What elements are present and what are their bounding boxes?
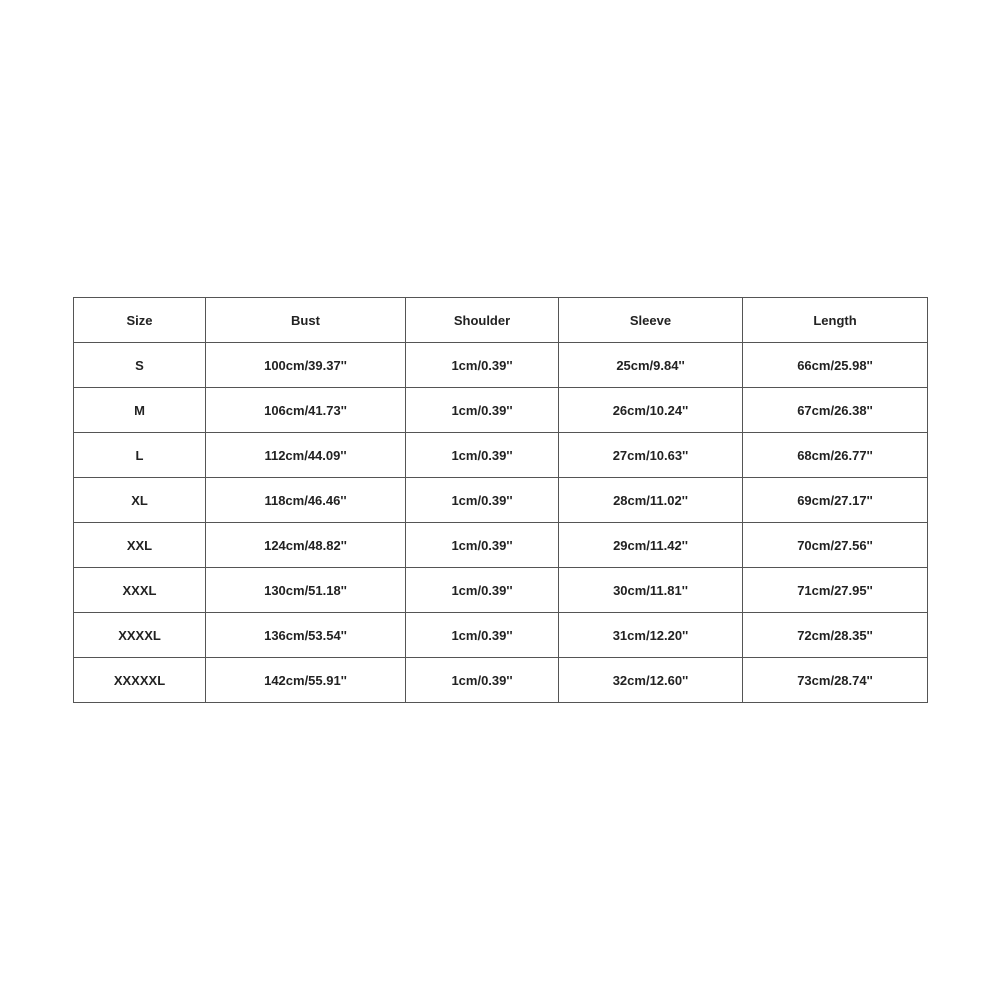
cell-shoulder: 1cm/0.39''	[406, 478, 559, 523]
cell-size: L	[74, 433, 206, 478]
table-row	[74, 568, 928, 613]
cell-length: 73cm/28.74''	[743, 658, 928, 703]
header-sleeve: Sleeve	[559, 298, 743, 343]
cell-bust: 112cm/44.09''	[206, 433, 406, 478]
table-row	[74, 388, 928, 433]
cell-bust: 124cm/48.82''	[206, 523, 406, 568]
cell-bust: 142cm/55.91''	[206, 658, 406, 703]
cell-sleeve: 29cm/11.42''	[559, 523, 743, 568]
header-shoulder: Shoulder	[406, 298, 559, 343]
cell-size: S	[74, 343, 206, 388]
cell-shoulder: 1cm/0.39''	[406, 658, 559, 703]
cell-bust: 118cm/46.46''	[206, 478, 406, 523]
cell-shoulder: 1cm/0.39''	[406, 568, 559, 613]
cell-length: 70cm/27.56''	[743, 523, 928, 568]
cell-size: M	[74, 388, 206, 433]
cell-shoulder: 1cm/0.39''	[406, 388, 559, 433]
cell-sleeve: 31cm/12.20''	[559, 613, 743, 658]
cell-bust: 100cm/39.37''	[206, 343, 406, 388]
cell-size: XXXXL	[74, 613, 206, 658]
cell-sleeve: 27cm/10.63''	[559, 433, 743, 478]
cell-shoulder: 1cm/0.39''	[406, 523, 559, 568]
cell-sleeve: 26cm/10.24''	[559, 388, 743, 433]
header-row	[74, 298, 928, 343]
cell-size: XXXXXL	[74, 658, 206, 703]
cell-sleeve: 30cm/11.81''	[559, 568, 743, 613]
table-row	[74, 613, 928, 658]
cell-sleeve: 28cm/11.02''	[559, 478, 743, 523]
cell-length: 72cm/28.35''	[743, 613, 928, 658]
table-row	[74, 433, 928, 478]
cell-length: 66cm/25.98''	[743, 343, 928, 388]
cell-size: XXXL	[74, 568, 206, 613]
table-row	[74, 478, 928, 523]
header-length: Length	[743, 298, 928, 343]
cell-sleeve: 25cm/9.84''	[559, 343, 743, 388]
cell-length: 69cm/27.17''	[743, 478, 928, 523]
cell-shoulder: 1cm/0.39''	[406, 613, 559, 658]
header-size: Size	[74, 298, 206, 343]
table-row	[74, 658, 928, 703]
table-row	[74, 523, 928, 568]
cell-bust: 136cm/53.54''	[206, 613, 406, 658]
cell-shoulder: 1cm/0.39''	[406, 433, 559, 478]
cell-size: XL	[74, 478, 206, 523]
cell-size: XXL	[74, 523, 206, 568]
header-bust: Bust	[206, 298, 406, 343]
cell-length: 68cm/26.77''	[743, 433, 928, 478]
cell-sleeve: 32cm/12.60''	[559, 658, 743, 703]
table-row	[74, 343, 928, 388]
cell-length: 71cm/27.95''	[743, 568, 928, 613]
cell-shoulder: 1cm/0.39''	[406, 343, 559, 388]
size-chart-table	[73, 297, 928, 703]
cell-bust: 106cm/41.73''	[206, 388, 406, 433]
cell-length: 67cm/26.38''	[743, 388, 928, 433]
cell-bust: 130cm/51.18''	[206, 568, 406, 613]
